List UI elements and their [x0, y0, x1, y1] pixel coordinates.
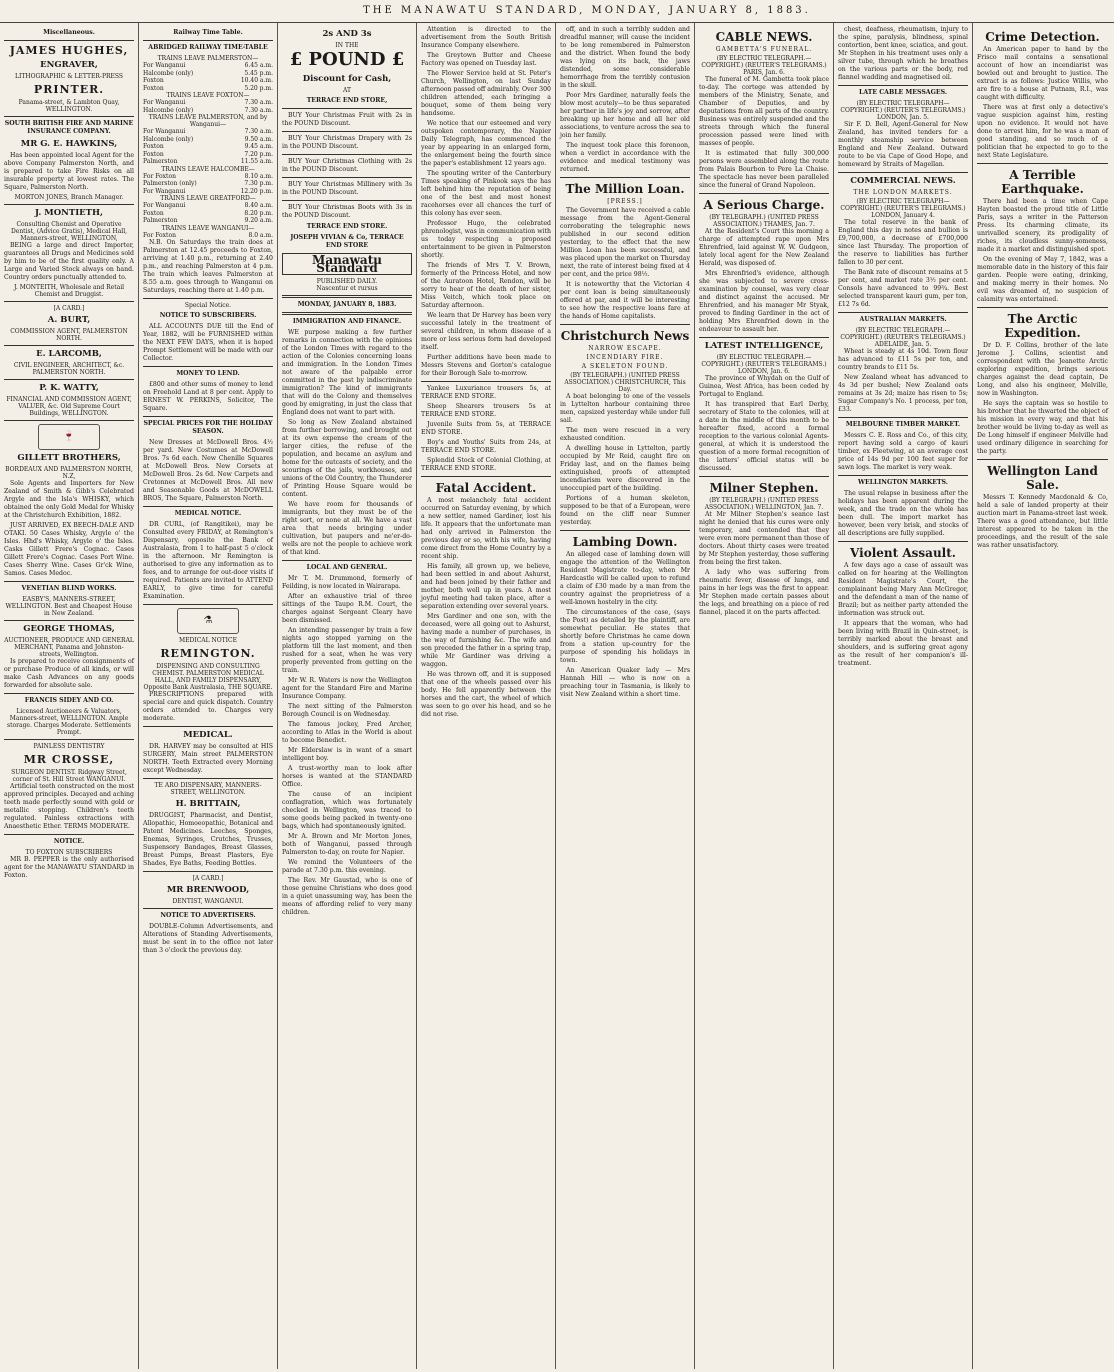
article-headline: A Terrible Earthquake. — [1001, 168, 1084, 196]
timetable-row: Palmerston (only) 7.30 p.m. — [143, 180, 273, 187]
ad-body: Artificial teeth constructed on the most approved principles. Decayed and aching teeth made perfectly sound with gold or metallic stopping. Children's teeth regulated. Painless extractions with Anaesthetic Ether. TERMS MODERATE. — [4, 783, 134, 830]
column-6 — [695, 23, 834, 1369]
article-paragraph: The usual relapse in business after the holidays has been apparent during the week, and the trade on the whole has been dull. The import market has however, been very brisk, and stocks of all descriptions are fully supplied. — [838, 490, 968, 537]
article-paragraph: We notice that our esteemed and very outspoken contemporary, the Napier Daily Telegraph, has commenced the year by appearing in an enlarged form, the enlargement being the fourth since the paper's establishment 12 years ago. — [421, 120, 551, 167]
train-group: TRAINS LEAVE FOXTON— — [166, 92, 250, 99]
article-paragraph: The spouting writer of the Canterbury Times speaking of Pinkook says the has left behind him the reputation of being one of the best and most honest racehorses ever all chances the turf of this colony has ever seen. — [421, 170, 551, 217]
article-headline: Lambing Down. — [572, 535, 678, 549]
timetable-row: For Wanganui 12.20 p.m. — [143, 187, 273, 195]
article-paragraph: The famous jockey, Fred Archer, according to Atlas in the World is about to become Benedict. — [282, 721, 412, 744]
ad-body: BEING a large and direct Importer, guarantees all Drugs and Medicines sold by him to be of the first quality only. A Large and Varied Stock always on hand. Country orders punctually attended to. — [4, 242, 134, 281]
article-paragraph: He was thrown off, and it is supposed that one of the wheels passed over his body. He fell apparently between the horses and the cart, the wheel of which was seen to go over his head, and so he did not rise. — [421, 671, 551, 718]
notice-label: Special Notice. — [184, 302, 232, 309]
buy-line: BUY Your Christmas Drapery with 2s in the POUND Discount. — [282, 135, 412, 150]
article-paragraph: The Rev. Mr Gaustad, who is one of those genuine Christians who does good in a quiet unassuming way, has been the means of affording relief to very many children. — [282, 877, 412, 916]
ad-body: DRUGGIST, Pharmacist, and Dentist, Allopathic, Homoeopathic, Botanical and Patent Medicines. Leeches, Sponges, Enemas, Syringes, Crutches, Trusses, Suspensory Bandages, Breast Glasses, Breast Pumps, Breast Plasters, Eye Shades, Eye Baths, Feeding Bottles. — [143, 812, 273, 867]
column-1 — [0, 23, 139, 1369]
ad-name: A. BURT, — [47, 315, 91, 325]
article-subhead: A SKELETON FOUND. — [581, 363, 669, 370]
article-paragraph: The funeral of M. Gambetta took place to-day. The cortege was attended by members of the Ministry, Senate, and Chamber of Deputies, and by deputations from all parts of the country. Business was entirely suspended and the streets through which the funeral procession passed were lined with masses of people. — [699, 76, 829, 147]
timetable-row: Halcombe (only) 9.50 a.m. — [143, 135, 273, 143]
timetable-row: For Wanganui 8.40 a.m. — [143, 202, 273, 209]
ad-body: DR. HARVEY may be consulted at HIS SURGERY, Main street PALMERSTON NORTH. Teeth Extracted every Morning except Wednesday. — [143, 743, 273, 774]
ad-text: Discount for Cash, — [302, 74, 392, 84]
article-paragraph: At the Resident's Court this morning a charge of attempted rape upon Mrs Ehrenfried, laid against W. W. Gudgeon, lately local agent for the New Zealand Herald, was disposed of. — [699, 228, 829, 267]
article-headline: The Arctic Expedition. — [1004, 312, 1081, 340]
ad-text: TERRACE END STORE, — [306, 97, 388, 104]
article-paragraph: Wheat is steady at 4s 10d. Town flour has advanced to £11 5s per ton, and country brands to £11 5s. — [838, 348, 968, 371]
ad-sub: COMMISSION AGENT, PALMERSTON NORTH. — [10, 328, 128, 342]
article-paragraph: Poor Mrs Gardiner, naturally feels the blow most acutely—to be thus separated her partner in life's joy and sorrow, after breaking up her home and all her old associations, to venture across the sea to join her family. — [560, 92, 690, 139]
article-paragraph: New Zealand wheat has advanced to 4s 3d per bushel; New Zealand oats remains at 3s 2d; maize has risen to 5s; Sugar Company's No. 1 process, per ton, £33. — [838, 374, 968, 413]
article-paragraph: A boat belonging to one of the vessels in Lyttelton harbour containing three men, capsized yesterday while under full sail. — [560, 393, 690, 424]
article-paragraph: Mr A. Brown and Mr Morton Jones, both of Wanganui, passed through Palmerston to-day, on route for Napier. — [282, 833, 412, 856]
ad-name: JAMES HUGHES, — [9, 44, 129, 57]
article-headline: Wellington Land Sale. — [987, 464, 1098, 492]
notice-heading: NOTICE TO SUBSCRIBERS. — [159, 312, 257, 319]
ad-trade: PRINTER. — [33, 83, 105, 96]
article-paragraph: We learn that Dr Harvey has been very successful lately in the treatment of several children, in whom disease of a more or less serious form had developed itself. — [421, 312, 551, 351]
ad-name: H. BRITTAIN, — [175, 799, 241, 809]
ad-headline: £ POUND £ — [289, 49, 405, 70]
ad-sub: DENTIST, WANGANUI. — [172, 898, 244, 905]
ad-sub: Licensed Auctioneers & Valuators, Manners-street, WELLINGTON. Ample storage. Charges Moderate. Settlements Prompt. — [7, 708, 131, 736]
article-headline: MELBOURNE TIMBER MARKET. — [845, 421, 961, 428]
ad-text: AT — [342, 87, 351, 94]
notice-body: DOUBLE-Column Advertisements, and Alterations of Standing Advertisements, must be sent in to the office not later than 3 o'clock the previous day. — [143, 923, 273, 954]
column-5 — [556, 23, 695, 1369]
train-group: TRAINS LEAVE PALMERSTON— — [157, 55, 259, 62]
article-paragraph: Mrs Gardiner and one son, with the deceased, were all going out to Ashurst, having made a number of purchases, in the way of furnishing &c. The wife and son preceded the father in a spring trap, while Mr Gardiner was driving a waggon. — [421, 613, 551, 668]
train-group: TRAINS LEAVE WANGANUI— — [161, 224, 255, 232]
article-paragraph: The friends of Mrs T. V. Brown, formerly of the Princess Hotel, and now of the Auratoon Hotel, Rendon, will be sorry to hear of the death of her sister, Miss Veitch, which took place on Saturday afternoon. — [421, 262, 551, 309]
article-paragraph: Dr D. F. Collins, brother of the late Jerome J. Collins, scientist and correspondent with the Jeanette Arctic exploring expedition, brings serious charges against the dead captain, De Long, and also his engineer, Melville, now in Washington. — [977, 342, 1108, 397]
timetable-row: Foxton 7.20 p.m. — [143, 150, 273, 158]
article-paragraph: Mr T. M. Drummond, formerly of Feilding, is now located in Wairarapa. — [282, 575, 412, 590]
article-paragraph: An American paper to hand by the Frisco mail contains a sensational account of how an incendiarist was bowled out and brought to justice. The extract is as follows: Justice Willis, who are fire to a house at Putnam, R.I., was caught with difficulty. — [977, 46, 1108, 101]
article-paragraph: The Greytown Butter and Cheese Factory was opened on Tuesday last. — [421, 52, 551, 67]
article-paragraph: Professor Hugo, the celebrated phrenologist, was in communication with us today respecting a proposed entertainment to be given in Palmerston shortly. — [421, 220, 551, 259]
article-paragraph: An intending passenger by train a few nights ago stopped yarning on the platform till the last moment, and then rushed for a seat, when he was very properly prevented from getting on the train. — [282, 627, 412, 674]
ad-name: MR BRENWOOD, — [166, 885, 250, 895]
store-ad-line: Yankee Luxuriance trousers 5s, at TERRACE END STORE. — [421, 385, 551, 400]
ad-heading: SOUTH BRITISH FIRE AND MARINE INSURANCE COMPANY. — [4, 120, 134, 135]
article-headline: Violent Assault. — [850, 546, 956, 560]
ad-name: MR G. E. HAWKINS, — [20, 139, 118, 149]
timetable-row: For Wanganui 7.30 a.m. — [143, 99, 273, 106]
column-4 — [417, 23, 556, 1369]
article-source: (BY TELEGRAPH.) (UNITED PRESS ASSOCIATION.) WELLINGTON, Jan. 7. — [704, 497, 824, 511]
article-paragraph: Sir F. D. Bell, Agent-General for New Zealand, has invited tenders for a monthly steamship service between England and New Zealand. Outward route to be via Cape of Good Hope, and homeward by Straits of Magellan. — [838, 121, 968, 168]
article-headline: Milner Stephen. — [709, 481, 819, 495]
notice-heading: NOTICE TO ADVERTISERS. — [160, 912, 256, 919]
article-headline: LATE CABLE MESSAGES. — [858, 89, 948, 96]
article-headline: Fatal Accident. — [435, 481, 537, 495]
article-paragraph: On the evening of May 7, 1842, was a memorable date in the history of this fair garden. People were eating, drinking, and making merry in their homes. No evil was dreamed of, no suspicion of calamity was entertained. — [977, 256, 1108, 303]
article-paragraph: off, and in such a terribly sudden and dreadful manner, will cause the incident to be long remembered in Palmerston and the district. When found the body was lying on its back, the jaws distended, some considerable hemorrhage from the terribly contusion in the skull. — [560, 26, 690, 89]
article-paragraph: The Flower Service held at St. Peter's Church, Wellington, on last Sunday afternoon passed off admirably. Over 300 children attended, each bringing a bouquet, some of them being very handsome. — [421, 70, 551, 117]
column-2 — [139, 23, 278, 1369]
article-paragraph: The cause of an incipient conflagration, which was fortunately checked in Wellington, was traced to some goods being packed in twenty-one bags, which had spontaneously ignited. — [282, 791, 412, 830]
article-source: (BY ELECTRIC TELEGRAPH.—COPYRIGHT.) (REUTER'S TELEGRAMS.) LONDON, Jan. 6. — [701, 354, 827, 375]
timetable-row: For Wanganui 6.45 a.m. — [143, 62, 273, 69]
ad-body: Has been appointed local Agent for the above Company Palmerston North, and is prepared to take Fire Risks on all insurable property at lowest rates. The Square, Palmerston North. — [4, 152, 134, 191]
article-paragraph: It is noteworthy that the Victorian 4 per cent loan is being simultaneously offered at par, and it will be interesting to see how the respective loans fare at the hands of Home capitalists. — [560, 281, 690, 320]
column-8 — [973, 23, 1112, 1369]
column-3 — [278, 23, 417, 1369]
buy-line: BUY Your Christmas Millinery with 3s in the POUND Discount. — [282, 181, 412, 196]
ad-heading: TE ARO DISPENSARY, MANNERS-STREET, WELLINGTON. — [154, 782, 262, 796]
article-paragraph: The next sitting of the Palmerston Borough Council is on Wednesday. — [282, 703, 412, 718]
article-paragraph: So long as New Zealand abstained from further borrowing, and brought out at its own expense the cream of the larger cities, the refuse of the population, and became an asylum and home for the outcasts of society, and the scourings of the jails, workhouses, and unions of the Old Country, the Thunderer of Printing House Square would be content. — [282, 419, 412, 498]
money-heading: MONEY TO LEND. — [176, 370, 240, 377]
article-paragraph: We remind the Volunteers of the parade at 7.30 p.m. this evening. — [282, 859, 412, 874]
article-paragraph: It has transpired that Earl Derby, secretary of State to the colonies, will at a date in the middle of this month to be hereafter fixed, accord a formal reception to the various colonial Agents-general, at which it is understood the question of a more formal recognition of the latters' official status will be discussed. — [699, 401, 829, 472]
ad-heading: MEDICAL. — [183, 730, 233, 740]
ad-heading: PAINLESS DENTISTRY — [33, 743, 105, 750]
ad-name: E. LARCOMB, — [36, 349, 102, 359]
article-paragraph: Attention is directed to the advertisement from the South British Insurance Company elsewhere. — [421, 26, 551, 49]
mortar-pestle-icon: ⚗ — [177, 608, 239, 634]
newspaper-masthead: Manawatu Standard — [282, 253, 412, 275]
prices-body: New Dresses at McDowell Bros. 4½ per yard. New Costumes at McDowell Bros. 7s 6d each. New Chenille Squares at McDowell Bros. New Corsets at McDowell Bros. 2s 6d. New Carpets and Cretonnes at McDowell Bros. All new and Seasonable Goods at McDOWELL BROS, The Square, Palmerston North. — [143, 439, 273, 502]
article-headline: WELLINGTON MARKETS. — [858, 479, 948, 486]
article-paragraph: It is estimated that fully 300,000 persons were assembled along the route from Palais Bourbon to Pere La Chaise. The spectacle has never been paralleled since the funeral of Grand Napoleon. — [699, 150, 829, 189]
article-source: (BY ELECTRIC TELEGRAPH—COPYRIGHT.) (REUTER'S TELEGRAMS.) LONDON, Jan. 5. — [840, 100, 966, 121]
ad-sub: AUCTIONEER, PRODUCE AND GENERAL MERCHANT, Panama and Johnston-streets, Wellington. — [4, 637, 134, 658]
article-paragraph: chest, deafness, rheumatism, injury to the spine, paralysis, blindness, spinal contortion, bent knee, sciatica, and gout. Mr Stephen in his treatment uses only a silver tube, through which he breathes on the various parts or the body, red flannel wadding and magnetised oil. — [838, 26, 968, 81]
timetable-row: For Foxton 8.0 a.m. — [143, 231, 273, 239]
article-source: (BY ELECTRIC TELEGRAPH—COPYRIGHT.) (REUTER'S TELEGRAMS.) LONDON, January 4. — [840, 198, 966, 219]
article-paragraph: Messrs C. E. Ross and Co., of this city, report having sold a cargo of kauri timber, ex Fleetwing, at an average cost price of 14s 9d per 100 feet super for sawn logs. The market is very weak. — [838, 432, 968, 471]
timetable-row: Foxton 8.20 p.m. — [143, 209, 273, 217]
article-paragraph: Mr W. R. Waters is now the Wellington agent for the Standard Fire and Marine Insurance Company. — [282, 677, 412, 700]
ad-heading: MEDICAL NOTICE — [178, 637, 238, 644]
issue-date: MONDAY, JANUARY 8, 1883. — [297, 301, 397, 308]
ad-body: Sole Agents and Importers for New Zealand of Smith & Gibb's Celebrated Argyle and the Isla's WHISKY, which obtained the only Gold Medal for Whisky at the Christchurch Exhibition, 1882. — [4, 480, 134, 519]
ad-name: GILLETT BROTHERS, — [17, 453, 121, 463]
article-paragraph: There had been a time when Cape Hayten boasted the proud title of Little Paris, says a writer in the Patterson Press. Its charming climate, its unrivalled scenery, its prodigality of riches, its cloudless sunny-someness, made it a market and distinguished spot. — [977, 198, 1108, 253]
page-columns — [0, 23, 1114, 1369]
article-headline: CABLE NEWS. — [715, 30, 813, 44]
article-headline: A Serious Charge. — [703, 198, 825, 212]
article-headline: Christchurch News — [560, 329, 690, 343]
article-paragraph: WE purpose making a few further remarks in connection with the opinions of the London Times with regard to the action of the Colonies concerning loans and immigration. In the London Times not aware of the palpable error committed in the past by indiscriminate immigration? The kind of immigrants that will do the Colony and themselves good by emigrating, in just the class that England does not want to part with. — [282, 329, 412, 416]
ad-signature: J. MONTEITH, Wholesale and Retail Chemist and Druggist. — [13, 284, 125, 298]
article-paragraph: The circumstances of the case, (says the Post) as detailed by the plaintiff, are somewhat peculiar. He states that shortly before Christmas he came down from a station up-country for the purpose of spending his holidays in town. — [560, 609, 690, 664]
section-title: Miscellaneous. — [43, 29, 95, 36]
notice-heading: NOTICE. — [53, 838, 85, 845]
article-subhead: NARROW ESCAPE. — [588, 345, 662, 352]
article-paragraph: A most melancholy fatal accident occurred on Saturday evening, by which a new settler, named Gardiner, lost his life. It appears that the unfortunate man had only arrived in Palmerston the previous day or so, with his wife, having come direct from the Home Country by a recent ship. — [421, 497, 551, 560]
ad-headline: 2s AND 3s — [322, 29, 372, 39]
article-paragraph: An alleged case of lambing down will engage the attention of the Wellington Resident Magistrate to-day, when Mr Hardcastle will be called upon to refund a claim of £30 made by a man from the country against the proprietress of a well-known hostelry in the city. — [560, 551, 690, 606]
buy-line: BUY Your Christmas Fruit with 2s in the POUND Discount. — [282, 112, 412, 127]
article-subhead: THE LONDON MARKETS. — [853, 189, 953, 196]
article-paragraph: The total reserve in the bank of England this day in notes and bullion is £9,700,000, a decrease of £700,000 since last Thursday. The proportion of the reserve to liabilities has further fallen to 30 per cent. — [838, 219, 968, 266]
ad-sub: EASBY'S, MANNERS-STREET, WELLINGTON. Best and Cheapest House in New Zealand. — [5, 596, 133, 617]
ad-body: PRESCRIPTIONS prepared with special care and quick dispatch. Country orders attended to. Charges very moderate. — [143, 691, 273, 722]
section-title: Railway Time Table. — [173, 29, 243, 36]
rail-note: N.B. On Saturdays the train does at Palmerston at 12.45 proceeds to Foxton, arriving at 1.40 p.m., returning at 2.40 p.m., and reaching Palmerston at 4 p.m. The train which leaves Palmerston at 8.55 a.m. goes through to Wanganui on Saturdays, reaching there at 1.40 p.m. — [143, 239, 273, 294]
article-heading: LOCAL AND GENERAL. — [306, 564, 388, 571]
ad-list: JUST ARRIVED, EX BEECH-DALE AND OTAKI. 50 Cases Whisky, Argyle o' the Isles. Hhd's Whisky, Argyle o' the Isles. Casks Gillett Frere's Cognac. Cases Gillett Frere's Cognac. Cases Port Wine. Cases Sherry Wine. Cases Gr'ck Wine, Samos. Cases Medoc. — [4, 522, 134, 577]
article-heading: IMMIGRATION AND FINANCE. — [292, 318, 402, 325]
ad-sub: FINANCIAL AND COMMISSION AGENT, VALUER, &c. Old Supreme Court Buildings, WELLINGTON. — [6, 396, 132, 417]
article-paragraph: Messrs T. Kennedy Macdonald & Co, held a sale of landed property at their auction mart in Panama-street last week. There was a good attendance, but little interest appeared to be taken in the proceedings, and the result of the sale was rather unsatisfactory. — [977, 494, 1108, 549]
timetable-row: Halcombe (only) 5.45 p.m. — [143, 69, 273, 77]
article-paragraph: A few days ago a case of assault was called on for hearing at the Wellington Resident Magistrate's Court, the complainant being Mary Ann McGregor, and the defendant a man of the name of Brazil; but as neither party attended the information was struck out. — [838, 562, 968, 617]
article-source: [PRESS.] — [607, 198, 643, 205]
notice-sub: TO FOXTON SUBSCRIBERS — [25, 849, 113, 856]
prices-heading: SPECIAL PRICES FOR THE HOLIDAY SEASON. — [143, 420, 273, 435]
article-paragraph: The Government have received a cable message from the Agent-General corroborating the telegraphic news published in our second edition yesterday, to the effect that the new Million Loan has been successful, and was placed upon the market on Thursday next, the rate of interest being fixed at 4 per cent, and the price 98½. — [560, 207, 690, 278]
published-label: PUBLISHED DAILY. — [316, 278, 378, 285]
notice-body: ALL ACCOUNTS DUE till the End of Year, 1882, will be FURNISHED within the NEXT FEW DAYS, when it is hoped Prompt Settlement will be made with our Collector. — [143, 323, 273, 362]
timetable-row: Foxton 5.20 p.m. — [143, 84, 273, 92]
ad-text: IN THE — [335, 42, 359, 49]
store-ad-line: Boy's and Youths' Suits from 24s, at TERRACE END STORE. — [421, 439, 551, 454]
article-paragraph: There was at first only a detective's vague suspicion against him, resting upon no evidence. It would not have done to arrest him, for he was a man of good standing, and so much of a politician that he expected to go to the next State Legislature. — [977, 104, 1108, 159]
article-paragraph: A trust-worthy man to look after horses is wanted at the STANDARD Office. — [282, 765, 412, 788]
article-paragraph: His family, all grown up, we believe, had been settled in and about Ashurst, and had been joined by their father and mother, both well up in years. A most joyful meeting had taken place, after a separation extending over several years. — [421, 563, 551, 610]
article-source: (BY ELECTRIC TELEGRAPH.—COPYRIGHT.) (REUTER'S TELEGRAMS.) PARIS, Jan. 6. — [701, 55, 827, 76]
article-paragraph: A lady who was suffering from rheumatic fever, disease of lungs, and pains in her legs was the first to appear. Mr Stephen made certain passes about the legs, and breathing on a piece of red flannel, placed it on the parts affected. — [699, 569, 829, 616]
ad-name: GEORGE THOMAS, — [23, 624, 115, 634]
store-ad-line: Splendid Stock of Colonial Clothing, at TERRACE END STORE. — [421, 457, 551, 472]
money-body: £800 and other sums of money to lend on Freehold Land at 8 per cent. Apply to ERNEST W. PERKINS, Solicitor, The Square. — [143, 381, 273, 412]
article-paragraph: We have room for thousands of immigrants, but they must be of the right sort, or none at all. We have a vast area that needs bringing under cultivation, but paupers and ne'er-do-wells are not the people to achieve work of that kind. — [282, 501, 412, 556]
article-paragraph: After an exhaustive trial of three sittings of the Taupo R.M. Court, the charges against Sergeant Cleary have been dismissed. — [282, 593, 412, 624]
ad-name: REMINGTON. — [160, 647, 256, 660]
train-group: TRAINS LEAVE GREATFORD— — [160, 195, 256, 202]
ad-name: VENETIAN BLIND WORKS. — [21, 585, 117, 592]
timetable-row: For Wanganui 7.30 a.m. — [143, 128, 273, 135]
card-label: [A CARD.] — [53, 305, 85, 312]
card-label: [A CARD.] — [192, 875, 224, 882]
ad-sub: BORDEAUX AND PALMERSTON NORTH, N.Z, — [5, 466, 133, 480]
ad-signature: MORTON JONES, Branch Manager. — [14, 194, 124, 201]
article-paragraph: The inquest took place this forenoon, when a verdict in accordance with the evidence and medical testimony was returned. — [560, 142, 690, 173]
column-7 — [834, 23, 973, 1369]
notice-body: MR B. PEPPER is the only authorised agent for the MANAWATU STANDARD in Foxton. — [4, 856, 134, 879]
train-group: TRAINS LEAVE PALMERSTON, and by Wanganui— — [148, 114, 268, 128]
article-paragraph: The province of Whydah on the Gulf of Guinea, West Africa, has been ceded by Portugal to England. — [699, 375, 829, 398]
article-subhead: INCENDIARY FIRE. — [586, 354, 664, 361]
article-subhead: GAMBETTA'S FUNERAL. — [715, 46, 813, 53]
ad-sub: CIVIL ENGINEER, ARCHITECT, &c. PALMERSTON NORTH. — [13, 362, 125, 376]
timetable-row: Foxton 9.45 a.m. — [143, 143, 273, 150]
article-paragraph: The Bank rate of discount remains at 5 per cent, and market rate 3½ per cent. Consols have advanced to 99¾. Best selected transparent kauri gum, per ton, £12 7s 6d. — [838, 269, 968, 308]
ad-sub: SURGEON DENTIST. Ridgway Street, corner of St. Hill Street WANGANUI. — [11, 769, 127, 783]
ad-name: MR CROSSE, — [23, 753, 115, 766]
ad-name: J. MONTIETH, — [35, 208, 103, 218]
motto: Nascentur et rursus — [316, 285, 378, 292]
article-paragraph: He says the captain was so hostile to his brother that he thwarted the object of his mission in every way, and that his brother would be living to-day as well as De Long himself if engineer Melville had used ordinary diligence in searching for the party. — [977, 400, 1108, 455]
article-headline: The Million Loan. — [565, 182, 685, 196]
timetable-row: Foxton 10.40 a.m. — [143, 77, 273, 84]
article-paragraph: Portions of a human skeleton, supposed to be that of a European, were found on the cliff near Sumner yesterday. — [560, 495, 690, 526]
article-paragraph: It appears that the woman, who had been living with Brazil in Quin-street, is terribly marked about the breast and shoulders, and is suffering great agony as the result of her companion's ill-treatment. — [838, 620, 968, 667]
ad-sub: DISPENSING AND CONSULTING CHEMIST. PALMERSTON MEDICAL HALL, AND FAMILY DISPENSARY, Opposite Bank Australasia, THE SQUARE. — [143, 663, 273, 691]
timetable-row: Halcombe (only) 7.30 a.m. — [143, 106, 273, 114]
article-paragraph: A dwelling house in Lyttelton, partly occupied by Mr Reid, caught fire on Friday last, and on the flames being extinguished, proofs of attempted incendiarism were discovered in the unoccupied part of the building. — [560, 445, 690, 492]
article-source: (BY TELEGRAPH.) (UNITED PRESS ASSOCIATION.) THAMES, Jan. 7. — [709, 214, 819, 228]
ad-trade: ENGRAVER, — [40, 60, 98, 70]
ad-sub: LITHOGRAPHIC & LETTER-PRESS — [15, 73, 123, 80]
article-paragraph: Mr Elderslaw is in want of a smart intelligent boy. — [282, 747, 412, 762]
article-paragraph: Further additions have been made to Messrs Stevens and Gorton's catalogue for their Borough Sale to-morrow. — [421, 354, 551, 377]
article-paragraph: The men were rescued in a very exhausted condition. — [560, 427, 690, 442]
timetable-row: For Foxton 8.10 a.m. — [143, 172, 273, 180]
store-name: TERRACE END STORE. — [306, 223, 388, 230]
article-headline: COMMERCIAL NEWS. — [850, 176, 956, 186]
ad-body: Is prepared to receive consignments of or purchase Produce of all kinds, or will make Cash Advances on any goods forwarded for absolute sale. — [4, 658, 134, 689]
article-headline: LATEST INTELLIGENCE, — [704, 341, 824, 351]
proprietor: JOSEPH VIVIAN & Co, TERRACE END STORE — [290, 234, 404, 249]
ad-sub: Consulting Chemist and Operative Dentist, (Advice Gratis), Medical Hall, Manners-street, WELLINGTON, — [10, 221, 128, 242]
timetable-row: Palmerston 11.55 a.m. — [143, 158, 273, 165]
buy-line: BUY Your Christmas Clothing with 2s in the POUND Discount. — [282, 158, 412, 173]
railway-heading: ABRIDGED RAILWAY TIME-TABLE — [148, 44, 268, 51]
article-headline: Crime Detection. — [985, 30, 1100, 44]
ad-address: Panama-street, & Lambton Quay, WELLINGTON. — [18, 99, 120, 113]
article-paragraph: Mrs Ehrenfried's evidence, although she was subjected to severe cross-examination by counsel, was very clear and distinct against the accused. Mr Ehrenfried, and his manager Mr Styak, proved to finding Gardiner in the act of holding Mrs Ehrenfried down in the endeavour to assault her. — [699, 270, 829, 333]
article-headline: AUSTRALIAN MARKETS. — [859, 316, 947, 323]
article-paragraph: An American Quaker lady — Mrs Hannah Hill — who is now on a preaching tour in Tasmania, is likely to visit New Zealand within a short time. — [560, 667, 690, 698]
masthead: THE MANAWATU STANDARD, MONDAY, JANUARY 8, 1883. — [0, 0, 1114, 23]
article-paragraph: At Mr Milner Stephen's seance last night he denied that his cures were only temporary, and contended that they were even more permanent than those of doctors. About thirty cases were treated by Mr Stephen yesterday, those suffering from being the first taken. — [699, 511, 829, 566]
medical-heading: MEDICAL NOTICE. — [174, 510, 242, 517]
medical-body: DR CURL, (of Rangitikei), may be Consulted every FRIDAY, at Remington's Dispensary, opposite the Bank of Australasia, from 1 to half-past 5 o'clock in the afternoon. Mr Remington is authorised to give any information as to fees, and to arrange for out-door visits if required. Patients are invited to ATTEND EARLY, to give time for careful Examination. — [143, 521, 273, 600]
train-group: TRAINS LEAVE HALCOMBE— — [161, 165, 255, 173]
ad-name: P. K. WATTY, — [39, 383, 99, 393]
store-ad-line: Sheep Shearers trousers 5s at TERRACE END STORE. — [421, 403, 551, 418]
store-ad-line: Juvenile Suits from 5s, at TERRACE END STORE. — [421, 421, 551, 436]
wine-glass-icon: 🍷 — [38, 424, 100, 450]
ad-name: FRANCIS SIDEY AND CO. — [24, 697, 114, 704]
article-source: (BY ELECTRIC TELEGRAPH.—COPYRIGHT.) (REUTER'S TELEGRAMS.) ADELAIDE, Jan. 5. — [840, 327, 966, 348]
timetable-row: Palmerston 9.20 a.m. — [143, 217, 273, 224]
article-source: (BY TELEGRAPH.) (UNITED PRESS ASSOCIATION.) CHRISTCHURCH, This Day. — [564, 372, 686, 393]
buy-line: BUY Your Christmas Boots with 3s in the POUND Discount. — [282, 204, 412, 219]
